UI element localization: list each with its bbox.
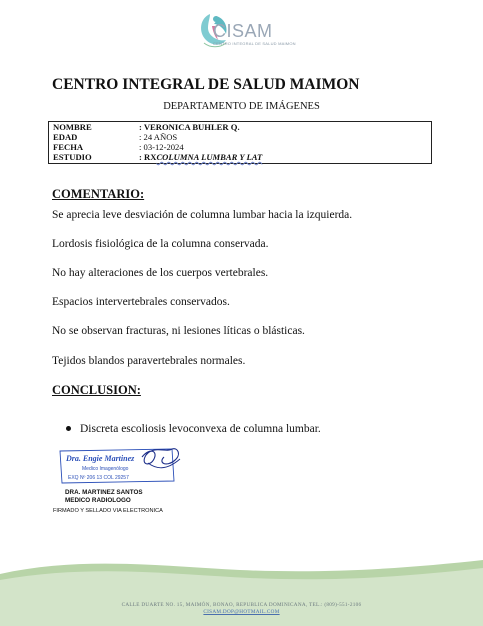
- conclusion-item-text: Discreta escoliosis levoconvexa de columna lumbar.: [80, 423, 321, 435]
- department-heading: [0, 101, 483, 112]
- logo-brand-text: CISAM: [213, 21, 273, 41]
- logo-subtitle: CENTRO INTEGRAL DE SALUD MAIMON: [213, 41, 296, 46]
- comment-line: No hay alteraciones de los cuerpos vertebrales.: [52, 267, 269, 279]
- footer-email-link[interactable]: CISAM.DOP@HOTMAIL.COM: [203, 609, 280, 615]
- conclusion-heading: CONCLUSION:: [52, 383, 141, 397]
- date-value: : 03-12-2024: [139, 142, 184, 152]
- comment-line: No se observan fracturas, ni lesiones líticas o blásticas.: [52, 325, 305, 337]
- department-text: DEPARTAMENTO DE IMÁGENES: [163, 101, 320, 112]
- comment-heading: COMENTARIO:: [52, 187, 145, 201]
- bullet-icon: [66, 426, 71, 431]
- date-label: FECHA: [53, 142, 84, 152]
- comment-line: Se aprecia leve desviación de columna lumbar hacia la izquierda.: [52, 209, 353, 221]
- stamp-line-3: EXQ Nº 206 13 COL 29257: [68, 475, 129, 481]
- stamp-line-2: Medico Imagenólogo: [82, 466, 129, 472]
- study-prefix: : RX: [139, 152, 157, 162]
- name-row: [53, 122, 240, 132]
- footer-email: [0, 609, 483, 615]
- footer-address: CALLE DUARTE NO. 15, MAIMÓN, BONAO, REPUBLICA DOMINICANA, TEL.: (809)-551-2106: [121, 602, 362, 608]
- stamp-line-1: Dra. Engie Martinez: [66, 454, 135, 463]
- signature-note: FIRMADO Y SELLADO VIA ELECTRONICA: [53, 508, 163, 514]
- study-value: COLUMNA LUMBAR Y LAT: [156, 152, 263, 162]
- age-value: : 24 AÑOS: [139, 132, 178, 142]
- comment-line: Tejidos blandos paravertebrales normales.: [52, 355, 246, 367]
- conclusion-item: [66, 423, 321, 435]
- comment-line: Lordosis fisiológica de la columna conservada.: [52, 238, 269, 250]
- age-label: EDAD: [53, 132, 78, 142]
- name-value: : VERONICA BUHLER Q.: [139, 122, 240, 132]
- signer-name: DRA. MARTINEZ SANTOS: [65, 489, 143, 496]
- age-row: [53, 132, 177, 142]
- study-row: [53, 152, 262, 162]
- study-label: ESTUDIO: [53, 152, 92, 162]
- name-label: NOMBRE: [53, 122, 92, 132]
- signature-stamp: [54, 445, 194, 493]
- center-name-heading: CENTRO INTEGRAL DE SALUD MAIMON: [52, 76, 360, 93]
- patient-info-box: [48, 121, 432, 164]
- comment-line: Espacios intervertebrales conservados.: [52, 296, 230, 308]
- date-row: [53, 142, 184, 152]
- signer-title: MEDICO RADIOLOGO: [65, 497, 131, 504]
